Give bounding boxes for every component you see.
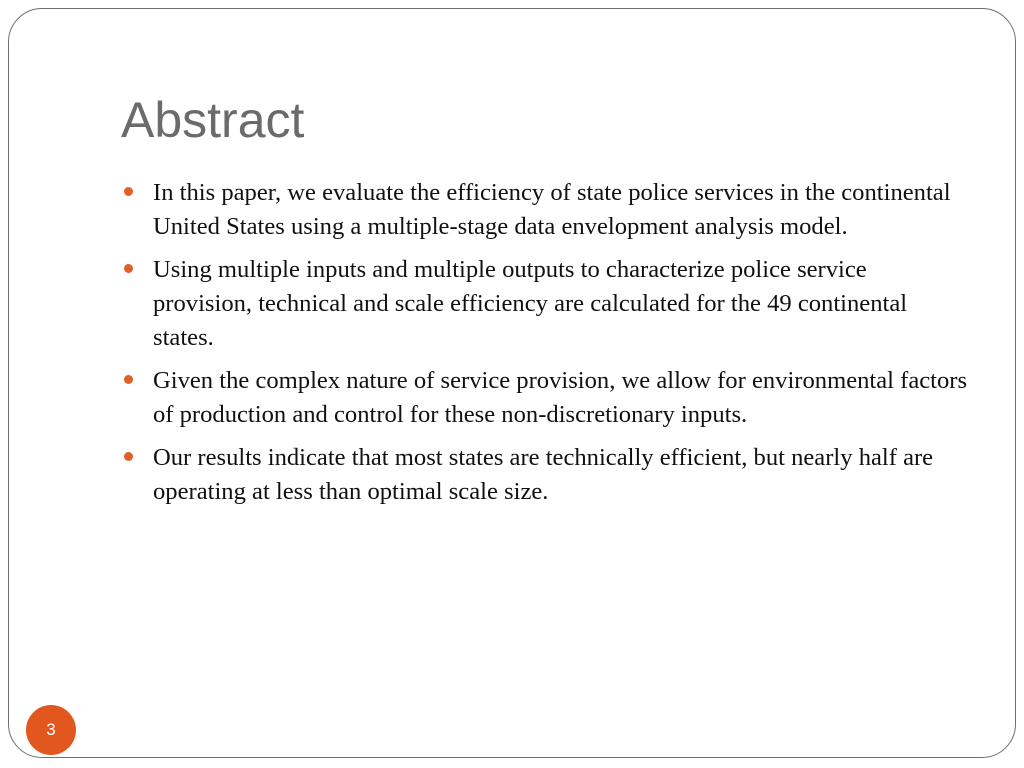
bullet-dot-icon xyxy=(124,375,133,384)
bullet-item xyxy=(122,176,970,244)
bullet-item xyxy=(122,441,970,509)
bullet-text: Given the complex nature of service provision, we allow for environmental factors of production and control for these non-discretionary inputs. xyxy=(153,367,968,428)
slide-frame xyxy=(8,8,1016,758)
bullet-dot-icon xyxy=(124,264,133,273)
bullet-text: Using multiple inputs and multiple outputs to characterize police service provision, technical and scale efficiency are calculated for the 49 continental states. xyxy=(153,256,908,351)
page-number-badge: 3 xyxy=(26,705,76,755)
bullet-dot-icon xyxy=(124,452,133,461)
bullet-list xyxy=(122,176,970,518)
bullet-dot-icon xyxy=(124,187,133,196)
bullet-item xyxy=(122,253,970,355)
slide-title: Abstract xyxy=(121,92,305,148)
bullet-text: Our results indicate that most states are technically efficient, but nearly half are operating at less than optimal scale size. xyxy=(153,444,934,505)
bullet-text: In this paper, we evaluate the efficiency of state police services in the continental United States using a multiple-stage data envelopment analysis model. xyxy=(153,179,951,240)
bullet-item xyxy=(122,364,970,432)
